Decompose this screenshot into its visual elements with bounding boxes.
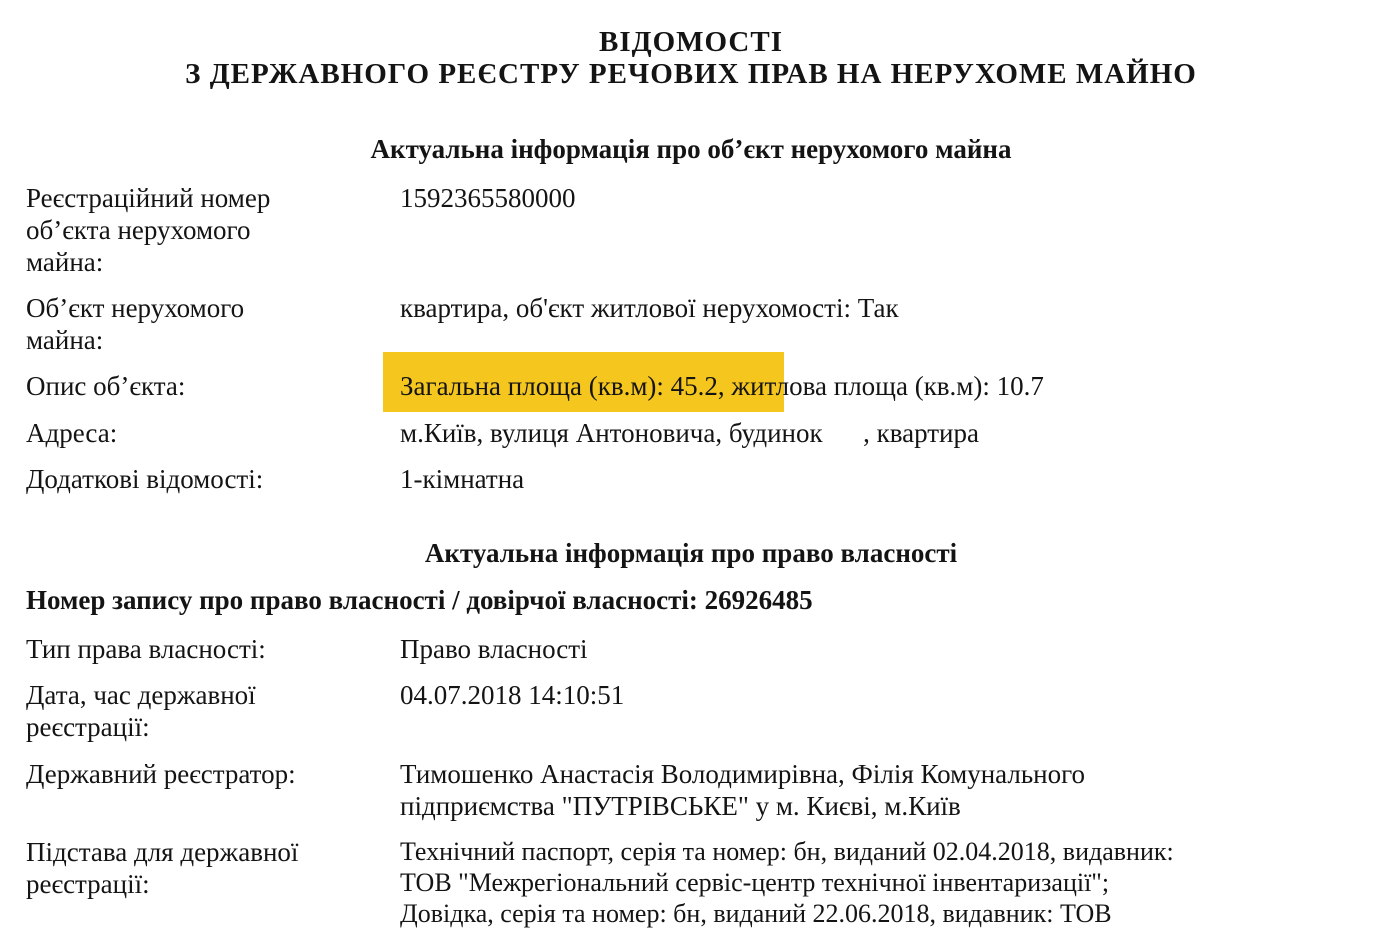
label-registrar: Державний реєстратор: <box>26 759 296 789</box>
value-registration-datetime: 04.07.2018 14:10:51 <box>400 680 625 710</box>
value-registration-number: 1592365580000 <box>400 183 576 213</box>
object-section-heading: Актуальна інформація про об’єкт нерухомого майна <box>370 134 1012 164</box>
value-ownership-type: Право власності <box>400 634 588 664</box>
value-object: квартира, об'єкт житлової нерухомості: Так <box>400 293 899 323</box>
label-address: Адреса: <box>26 418 118 448</box>
value-description-total-area: Загальна площа (кв.м): 45.2, <box>400 371 725 401</box>
document-title-line1: ВІДОМОСТІ <box>599 26 783 58</box>
label-ownership-type: Тип права власності: <box>26 634 266 664</box>
value-address: м.Київ, вулиця Антоновича, будинок , квартира <box>400 418 979 448</box>
value-description-living-area: житлова площа (кв.м): 10.7 <box>724 371 1044 401</box>
label-object: Об’єкт нерухомого майна: <box>26 293 245 355</box>
value-registration-basis: Технічний паспорт, серія та номер: бн, виданий 02.04.2018, видавник: ТОВ "Межрегіональний сервіс-центр технічної інвентаризації"; Довідка, серія та номер: бн, виданий 22.06.2018, видавник: ТОВ <box>400 837 1174 928</box>
label-description: Опис об’єкта: <box>26 371 186 401</box>
ownership-section-heading: Актуальна інформація про право власності <box>424 538 958 568</box>
value-description <box>400 370 1044 402</box>
label-registration-datetime: Дата, час державної реєстрації: <box>26 680 256 742</box>
document-title-line2: З ДЕРЖАВНОГО РЕЄСТРУ РЕЧОВИХ ПРАВ НА НЕРУХОМЕ МАЙНО <box>185 58 1197 90</box>
value-registrar: Тимошенко Анастасія Володимирівна, Філія Комунального підприємства "ПУТРІВСЬКЕ" у м. Києві, м.Київ <box>400 759 1086 821</box>
label-registration-number: Реєстраційний номер об’єкта нерухомого майна: <box>26 183 271 277</box>
value-additional-info: 1-кімнатна <box>400 464 525 494</box>
ownership-record-number: Номер запису про право власності / довірчої власності: 26926485 <box>26 585 813 615</box>
label-registration-basis: Підстава для державної реєстрації: <box>26 837 299 899</box>
label-additional-info: Додаткові відомості: <box>26 464 264 494</box>
